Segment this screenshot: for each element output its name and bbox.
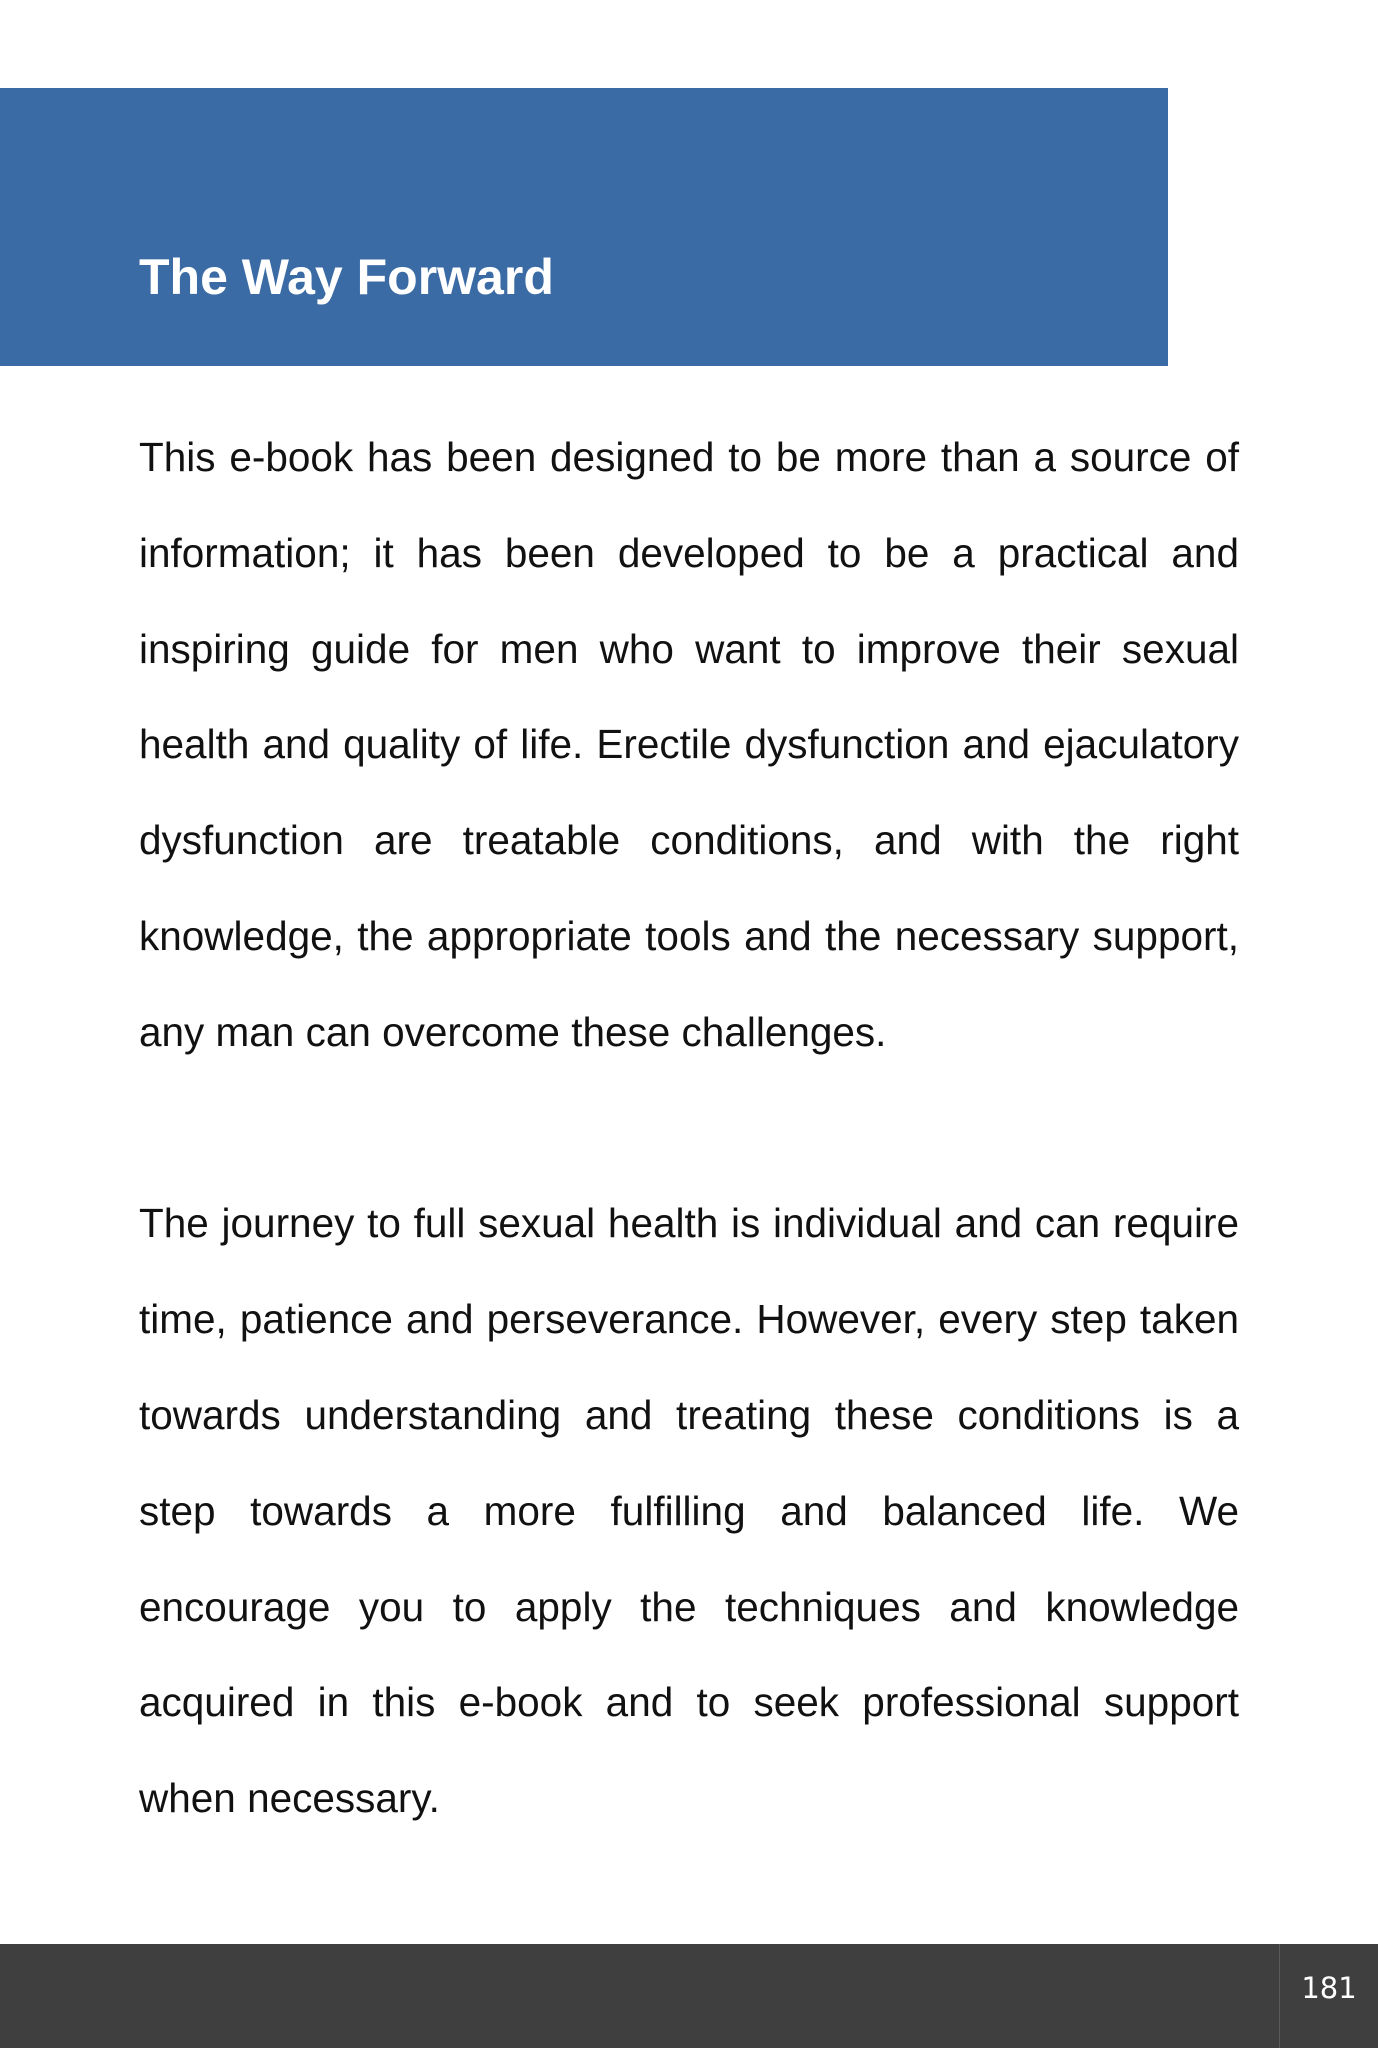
title-banner: [0, 88, 1168, 366]
page-title: The Way Forward: [139, 249, 554, 305]
paragraph-1: This e-book has been designed to be more than a source of information; it has been developed to be a practical and inspiring guide for men who want to improve their sexual health and quality of life. Erectile dysfunction and ejaculatory dysfunction are treatable conditions, and with the right knowledge, the appropriate tools and the necessary support, any man can overcome these challenges.: [139, 434, 1239, 1055]
footer-bar: [0, 1944, 1378, 2048]
paragraph-2: The journey to full sexual health is individual and can require time, patience and perseverance. However, every step taken towards understanding and treating these conditions is a step towards a more fulfilling and balanced life. We encourage you to apply the techniques and knowledge acquired in this e-book and to seek professional support when necessary.: [139, 1200, 1239, 1822]
page-number: 181: [1301, 1971, 1357, 2005]
page-number-box: [1279, 1944, 1378, 2048]
body-text: [139, 410, 1239, 1847]
